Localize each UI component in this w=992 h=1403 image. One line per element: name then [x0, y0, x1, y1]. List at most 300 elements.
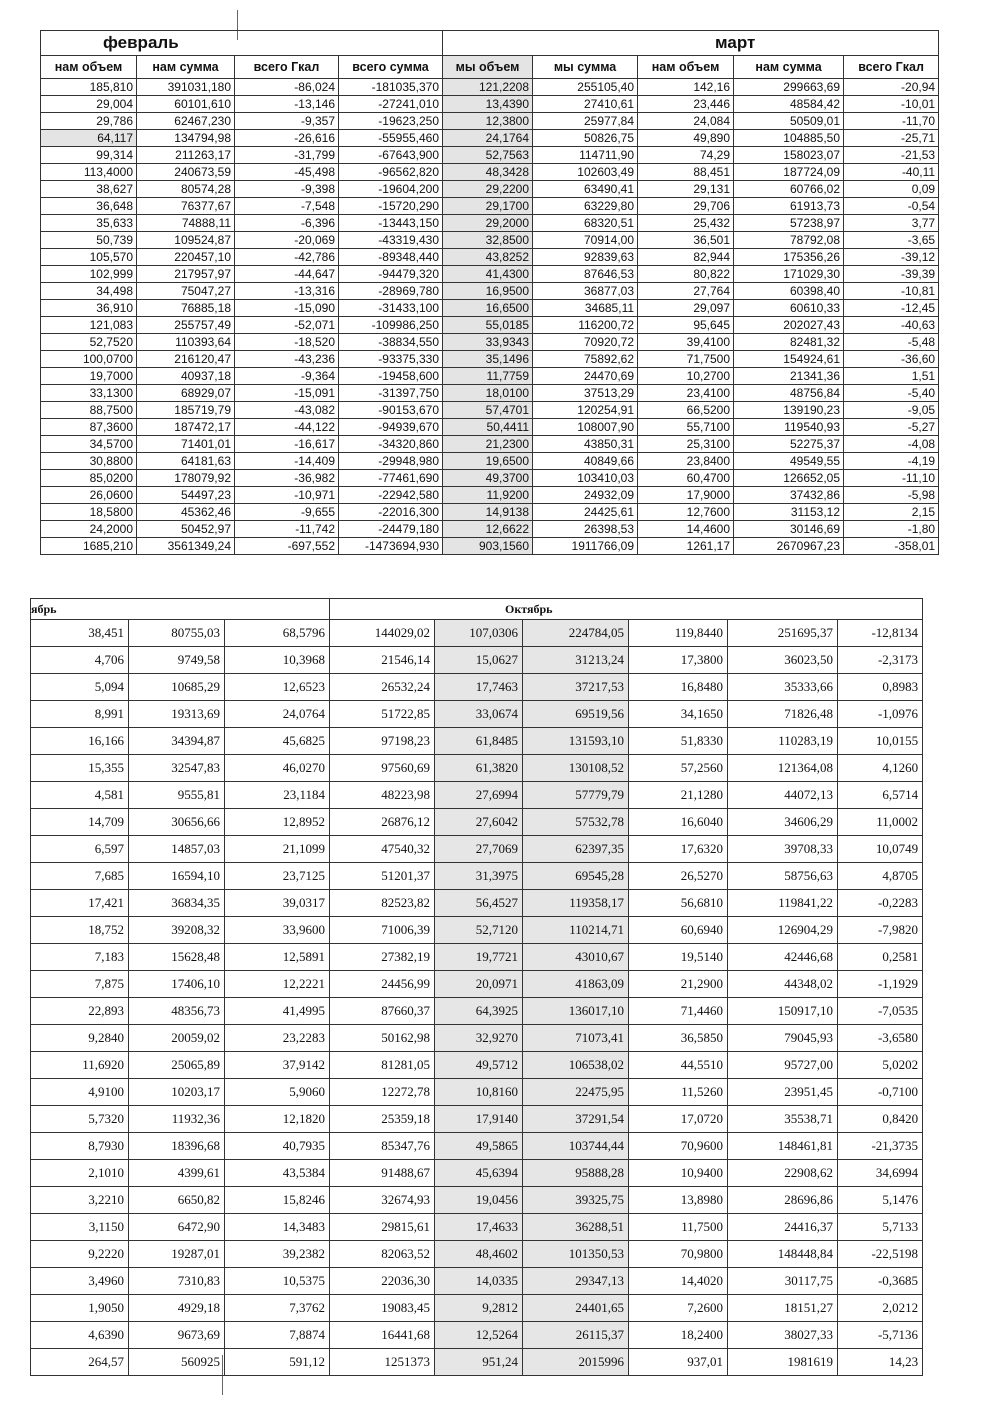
- table-cell: 10203,17: [129, 1079, 225, 1106]
- table-cell: 19,6500: [443, 453, 533, 470]
- table-cell: 24,2000: [41, 521, 137, 538]
- table-cell: 55,7100: [638, 419, 734, 436]
- table-cell: 39,4100: [638, 334, 734, 351]
- table-cell: 102603,49: [533, 164, 638, 181]
- table-cell: 21,1280: [629, 782, 728, 809]
- table-cell: 35538,71: [728, 1106, 838, 1133]
- table-cell: -39,39: [844, 266, 939, 283]
- table-cell: 39325,75: [523, 1187, 629, 1214]
- table-cell: 27382,19: [330, 944, 435, 971]
- table-row: [41, 249, 939, 266]
- table-row: [41, 385, 939, 402]
- table-cell: 154924,61: [734, 351, 844, 368]
- table-cell: 61913,73: [734, 198, 844, 215]
- table-cell: 34,498: [41, 283, 137, 300]
- table-cell: -15,090: [235, 300, 339, 317]
- table-cell: 36,648: [41, 198, 137, 215]
- table-cell: 39,2382: [225, 1241, 330, 1268]
- table-cell: -19623,250: [339, 113, 443, 130]
- table-cell: -21,53: [844, 147, 939, 164]
- table-row: [31, 1241, 923, 1268]
- table-cell: -0,7100: [838, 1079, 923, 1106]
- table-cell: 48584,42: [734, 96, 844, 113]
- table-cell: 109524,87: [137, 232, 235, 249]
- table-cell: 16,6500: [443, 300, 533, 317]
- table-cell: 17406,10: [129, 971, 225, 998]
- table-cell: -4,19: [844, 453, 939, 470]
- table-cell: 64,3925: [435, 998, 523, 1025]
- table-cell: 187472,17: [137, 419, 235, 436]
- table-cell: 211263,17: [137, 147, 235, 164]
- table-cell: 70,9600: [629, 1133, 728, 1160]
- table-cell: 70920,72: [533, 334, 638, 351]
- table-cell: 113,4000: [41, 164, 137, 181]
- table-cell: 185,810: [41, 79, 137, 96]
- table-cell: 87,3600: [41, 419, 137, 436]
- table-cell: 29,097: [638, 300, 734, 317]
- table-cell: 148461,81: [728, 1133, 838, 1160]
- table-cell: -5,98: [844, 487, 939, 504]
- table-cell: 3,1150: [31, 1214, 129, 1241]
- table-cell: 103410,03: [533, 470, 638, 487]
- table-cell: -11,742: [235, 521, 339, 538]
- table-cell: 88,7500: [41, 402, 137, 419]
- table-cell: 88,451: [638, 164, 734, 181]
- table-cell: -15720,290: [339, 198, 443, 215]
- top-month-row: [41, 31, 939, 56]
- table-cell: 951,24: [435, 1349, 523, 1376]
- total-row: [31, 1349, 923, 1376]
- table-cell: -9,398: [235, 181, 339, 198]
- table-cell: -94939,670: [339, 419, 443, 436]
- table-cell: 34685,11: [533, 300, 638, 317]
- table-cell: 17,6320: [629, 836, 728, 863]
- table-cell: 25,432: [638, 215, 734, 232]
- table-row: [31, 755, 923, 782]
- table-row: [41, 453, 939, 470]
- table-cell: 1,9050: [31, 1295, 129, 1322]
- table-cell: 38,627: [41, 181, 137, 198]
- table-cell: 2015996: [523, 1349, 629, 1376]
- table-cell: 119358,17: [523, 890, 629, 917]
- table-cell: 9673,69: [129, 1322, 225, 1349]
- table-cell: 15,355: [31, 755, 129, 782]
- table-cell: -36,60: [844, 351, 939, 368]
- table-cell: 55,0185: [443, 317, 533, 334]
- table-cell: 560925: [129, 1349, 225, 1376]
- table-cell: -0,2283: [838, 890, 923, 917]
- table-cell: -10,81: [844, 283, 939, 300]
- table-cell: -7,548: [235, 198, 339, 215]
- table-cell: 17,0720: [629, 1106, 728, 1133]
- table-cell: 50,4411: [443, 419, 533, 436]
- table-cell: 3,2210: [31, 1187, 129, 1214]
- table-cell: 21,1099: [225, 836, 330, 863]
- table-cell: 185719,79: [137, 402, 235, 419]
- table-cell: -19458,600: [339, 368, 443, 385]
- table-row: [41, 368, 939, 385]
- table-cell: 4929,18: [129, 1295, 225, 1322]
- table-cell: 3561349,24: [137, 538, 235, 555]
- table-cell: -26,616: [235, 130, 339, 147]
- table-cell: -11,10: [844, 470, 939, 487]
- table-cell: 150917,10: [728, 998, 838, 1025]
- table-cell: 142,16: [638, 79, 734, 96]
- table-cell: 40937,18: [137, 368, 235, 385]
- table-cell: 25977,84: [533, 113, 638, 130]
- table-cell: 36,501: [638, 232, 734, 249]
- table-cell: 12,5891: [225, 944, 330, 971]
- table-cell: 4,1260: [838, 755, 923, 782]
- table-cell: 50162,98: [330, 1025, 435, 1052]
- table-cell: 15,0627: [435, 647, 523, 674]
- table-cell: 27,6994: [435, 782, 523, 809]
- table-cell: 12,7600: [638, 504, 734, 521]
- table-cell: 19,7000: [41, 368, 137, 385]
- table-cell: 24,084: [638, 113, 734, 130]
- table-cell: 126652,05: [734, 470, 844, 487]
- table-cell: -94479,320: [339, 266, 443, 283]
- table-cell: -22,5198: [838, 1241, 923, 1268]
- table-cell: 110214,71: [523, 917, 629, 944]
- table-cell: 60398,40: [734, 283, 844, 300]
- table-cell: 178079,92: [137, 470, 235, 487]
- table-cell: -27241,010: [339, 96, 443, 113]
- table-cell: -44,647: [235, 266, 339, 283]
- table-cell: 34606,29: [728, 809, 838, 836]
- table-cell: 4,9100: [31, 1079, 129, 1106]
- table-cell: 20059,02: [129, 1025, 225, 1052]
- table-cell: -44,122: [235, 419, 339, 436]
- table-cell: -1,80: [844, 521, 939, 538]
- table-cell: 52,7120: [435, 917, 523, 944]
- table-cell: -20,069: [235, 232, 339, 249]
- table-cell: -3,6580: [838, 1025, 923, 1052]
- table-cell: 56,6810: [629, 890, 728, 917]
- table-cell: 17,7463: [435, 674, 523, 701]
- table-cell: 8,7930: [31, 1133, 129, 1160]
- table-cell: 16,9500: [443, 283, 533, 300]
- table-row: [41, 130, 939, 147]
- table-cell: 54497,23: [137, 487, 235, 504]
- table-cell: -28969,780: [339, 283, 443, 300]
- table-cell: 102,999: [41, 266, 137, 283]
- table-cell: 11,5260: [629, 1079, 728, 1106]
- table-cell: 10,8160: [435, 1079, 523, 1106]
- table-cell: 7,3762: [225, 1295, 330, 1322]
- table-cell: 64181,63: [137, 453, 235, 470]
- table-cell: -1,1929: [838, 971, 923, 998]
- table-cell: -181035,370: [339, 79, 443, 96]
- table-cell: 27410,61: [533, 96, 638, 113]
- table-row: [41, 164, 939, 181]
- table-row: [31, 1187, 923, 1214]
- table-cell: -13,146: [235, 96, 339, 113]
- table-cell: -43,236: [235, 351, 339, 368]
- table-cell: -13443,150: [339, 215, 443, 232]
- table-cell: 175356,26: [734, 249, 844, 266]
- table-cell: -10,971: [235, 487, 339, 504]
- table-cell: 11,7759: [443, 368, 533, 385]
- table-row: [31, 782, 923, 809]
- table-cell: 240673,59: [137, 164, 235, 181]
- table-cell: 5,9060: [225, 1079, 330, 1106]
- column-header: нам объем: [638, 56, 734, 79]
- table-cell: 95888,28: [523, 1160, 629, 1187]
- table-cell: 158023,07: [734, 147, 844, 164]
- table-cell: 62467,230: [137, 113, 235, 130]
- table-row: [41, 436, 939, 453]
- table-cell: 217957,97: [137, 266, 235, 283]
- table-cell: 134794,98: [137, 130, 235, 147]
- table-cell: -67643,900: [339, 147, 443, 164]
- table-cell: 68320,51: [533, 215, 638, 232]
- table-cell: -4,08: [844, 436, 939, 453]
- column-header: всего сумма: [339, 56, 443, 79]
- table-cell: 51,8330: [629, 728, 728, 755]
- table-cell: 85347,76: [330, 1133, 435, 1160]
- table-cell: 76377,67: [137, 198, 235, 215]
- table-cell: -5,40: [844, 385, 939, 402]
- table-cell: 6472,90: [129, 1214, 225, 1241]
- table-cell: 148448,84: [728, 1241, 838, 1268]
- table-cell: 13,4390: [443, 96, 533, 113]
- table-cell: 12,6622: [443, 521, 533, 538]
- table-cell: 91488,67: [330, 1160, 435, 1187]
- bottom-table: [30, 598, 923, 1376]
- table-row: [31, 1214, 923, 1241]
- table-cell: 87660,37: [330, 998, 435, 1025]
- table-cell: 22475,95: [523, 1079, 629, 1106]
- table-cell: 31213,24: [523, 647, 629, 674]
- table-cell: 2,1010: [31, 1160, 129, 1187]
- table-cell: 35333,66: [728, 674, 838, 701]
- table-cell: 4,6390: [31, 1322, 129, 1349]
- table-row: [31, 1295, 923, 1322]
- table-cell: 44348,02: [728, 971, 838, 998]
- table-cell: 32,9270: [435, 1025, 523, 1052]
- table-cell: 60,4700: [638, 470, 734, 487]
- table-cell: 10,2700: [638, 368, 734, 385]
- table-cell: 32,8500: [443, 232, 533, 249]
- table-cell: 107,0306: [435, 620, 523, 647]
- table-cell: 29,706: [638, 198, 734, 215]
- table-cell: -20,94: [844, 79, 939, 96]
- table-row: [31, 620, 923, 647]
- table-cell: -10,01: [844, 96, 939, 113]
- table-cell: -24479,180: [339, 521, 443, 538]
- table-cell: 34,6994: [838, 1160, 923, 1187]
- table-cell: 12,8952: [225, 809, 330, 836]
- table-cell: -109986,250: [339, 317, 443, 334]
- table-cell: 12,1820: [225, 1106, 330, 1133]
- table-cell: 32674,93: [330, 1187, 435, 1214]
- table-cell: 24470,69: [533, 368, 638, 385]
- table-cell: 5,094: [31, 674, 129, 701]
- table-row: [41, 521, 939, 538]
- table-cell: 30656,66: [129, 809, 225, 836]
- table-cell: -25,71: [844, 130, 939, 147]
- table-cell: 23,4100: [638, 385, 734, 402]
- table-cell: -40,11: [844, 164, 939, 181]
- table-cell: -89348,440: [339, 249, 443, 266]
- table-cell: 50826,75: [533, 130, 638, 147]
- table-cell: 76885,18: [137, 300, 235, 317]
- table-cell: 48,3428: [443, 164, 533, 181]
- table-row: [31, 809, 923, 836]
- table-row: [41, 317, 939, 334]
- table-cell: 40,7935: [225, 1133, 330, 1160]
- table-cell: 120254,91: [533, 402, 638, 419]
- column-header: нам сумма: [734, 56, 844, 79]
- table-cell: 903,1560: [443, 538, 533, 555]
- table-cell: 29347,13: [523, 1268, 629, 1295]
- table-cell: 26,0600: [41, 487, 137, 504]
- table-cell: 40849,66: [533, 453, 638, 470]
- table-row: [41, 504, 939, 521]
- month-october: Октябрь: [330, 599, 923, 620]
- table-cell: 9,2812: [435, 1295, 523, 1322]
- table-cell: 24,0764: [225, 701, 330, 728]
- table-cell: 110393,64: [137, 334, 235, 351]
- table-cell: 79045,93: [728, 1025, 838, 1052]
- table-cell: 14,4020: [629, 1268, 728, 1295]
- table-row: [31, 1133, 923, 1160]
- table-cell: -9,364: [235, 368, 339, 385]
- table-cell: -19604,200: [339, 181, 443, 198]
- table-cell: -43319,430: [339, 232, 443, 249]
- table-cell: 114711,90: [533, 147, 638, 164]
- table-cell: -52,071: [235, 317, 339, 334]
- table-cell: 26532,24: [330, 674, 435, 701]
- table-cell: 75047,27: [137, 283, 235, 300]
- table-cell: 24932,09: [533, 487, 638, 504]
- table-cell: 45,6825: [225, 728, 330, 755]
- table-cell: 37291,54: [523, 1106, 629, 1133]
- table-cell: 119841,22: [728, 890, 838, 917]
- table-cell: 39708,33: [728, 836, 838, 863]
- table-cell: 121,083: [41, 317, 137, 334]
- table-cell: 45362,46: [137, 504, 235, 521]
- table-cell: 251695,37: [728, 620, 838, 647]
- table-cell: 1685,210: [41, 538, 137, 555]
- table-cell: -0,54: [844, 198, 939, 215]
- table-cell: 7310,83: [129, 1268, 225, 1295]
- table-cell: -11,70: [844, 113, 939, 130]
- column-header: всего Гкал: [235, 56, 339, 79]
- table-cell: 5,0202: [838, 1052, 923, 1079]
- table-cell: 0,2581: [838, 944, 923, 971]
- table-row: [31, 1322, 923, 1349]
- table-cell: -9,357: [235, 113, 339, 130]
- table-cell: -2,3173: [838, 647, 923, 674]
- table-cell: -3,65: [844, 232, 939, 249]
- table-cell: 255757,49: [137, 317, 235, 334]
- table-cell: -16,617: [235, 436, 339, 453]
- table-cell: 224784,05: [523, 620, 629, 647]
- table-cell: 22036,30: [330, 1268, 435, 1295]
- table-cell: 119,8440: [629, 620, 728, 647]
- table-cell: 30146,69: [734, 521, 844, 538]
- table-cell: 31153,12: [734, 504, 844, 521]
- table-cell: 23,7125: [225, 863, 330, 890]
- table-cell: -90153,670: [339, 402, 443, 419]
- table-cell: -77461,690: [339, 470, 443, 487]
- table-cell: 17,4633: [435, 1214, 523, 1241]
- table-cell: 4,8705: [838, 863, 923, 890]
- table-cell: 61,3820: [435, 755, 523, 782]
- table-cell: 81281,05: [330, 1052, 435, 1079]
- table-cell: -5,27: [844, 419, 939, 436]
- table-cell: 0,09: [844, 181, 939, 198]
- table-cell: 136017,10: [523, 998, 629, 1025]
- table-cell: 71,7500: [638, 351, 734, 368]
- table-cell: 4,706: [31, 647, 129, 674]
- table-cell: 14,23: [838, 1349, 923, 1376]
- column-header: нам сумма: [137, 56, 235, 79]
- table-cell: 1261,17: [638, 538, 734, 555]
- table-cell: 25065,89: [129, 1052, 225, 1079]
- table-row: [41, 147, 939, 164]
- table-cell: 29,2000: [443, 215, 533, 232]
- table-cell: 97560,69: [330, 755, 435, 782]
- table-cell: 95,645: [638, 317, 734, 334]
- table-row: [31, 1160, 923, 1187]
- table-cell: 35,1496: [443, 351, 533, 368]
- table-cell: 131593,10: [523, 728, 629, 755]
- table-cell: 71073,41: [523, 1025, 629, 1052]
- table-cell: 17,421: [31, 890, 129, 917]
- table-cell: 57238,97: [734, 215, 844, 232]
- column-header: мы объем: [443, 56, 533, 79]
- table-cell: 37217,53: [523, 674, 629, 701]
- table-cell: -15,091: [235, 385, 339, 402]
- table-cell: 38027,33: [728, 1322, 838, 1349]
- table-cell: 26115,37: [523, 1322, 629, 1349]
- table-cell: 69545,28: [523, 863, 629, 890]
- table-cell: 49549,55: [734, 453, 844, 470]
- table-cell: -13,316: [235, 283, 339, 300]
- table-row: [41, 198, 939, 215]
- table-cell: 64,117: [41, 130, 137, 147]
- table-cell: 17,9140: [435, 1106, 523, 1133]
- table-cell: -1,0976: [838, 701, 923, 728]
- month-september-partial: ябрь: [31, 599, 330, 620]
- table-cell: 14857,03: [129, 836, 225, 863]
- table-cell: 78792,08: [734, 232, 844, 249]
- table-cell: 103744,44: [523, 1133, 629, 1160]
- table-cell: 121364,08: [728, 755, 838, 782]
- table-cell: 7,8874: [225, 1322, 330, 1349]
- table-cell: 23,1184: [225, 782, 330, 809]
- table-row: [41, 113, 939, 130]
- table-row: [41, 470, 939, 487]
- table-cell: 12,3800: [443, 113, 533, 130]
- table-cell: 15628,48: [129, 944, 225, 971]
- table-cell: 20,0971: [435, 971, 523, 998]
- table-cell: 7,875: [31, 971, 129, 998]
- table-cell: 22,893: [31, 998, 129, 1025]
- table-cell: 74,29: [638, 147, 734, 164]
- table-cell: 58756,63: [728, 863, 838, 890]
- table-cell: 14,0335: [435, 1268, 523, 1295]
- table-cell: -21,3735: [838, 1133, 923, 1160]
- table-cell: 32547,83: [129, 755, 225, 782]
- table-cell: -29948,980: [339, 453, 443, 470]
- table-cell: 44072,13: [728, 782, 838, 809]
- table-cell: 68,5796: [225, 620, 330, 647]
- table-cell: 27,764: [638, 283, 734, 300]
